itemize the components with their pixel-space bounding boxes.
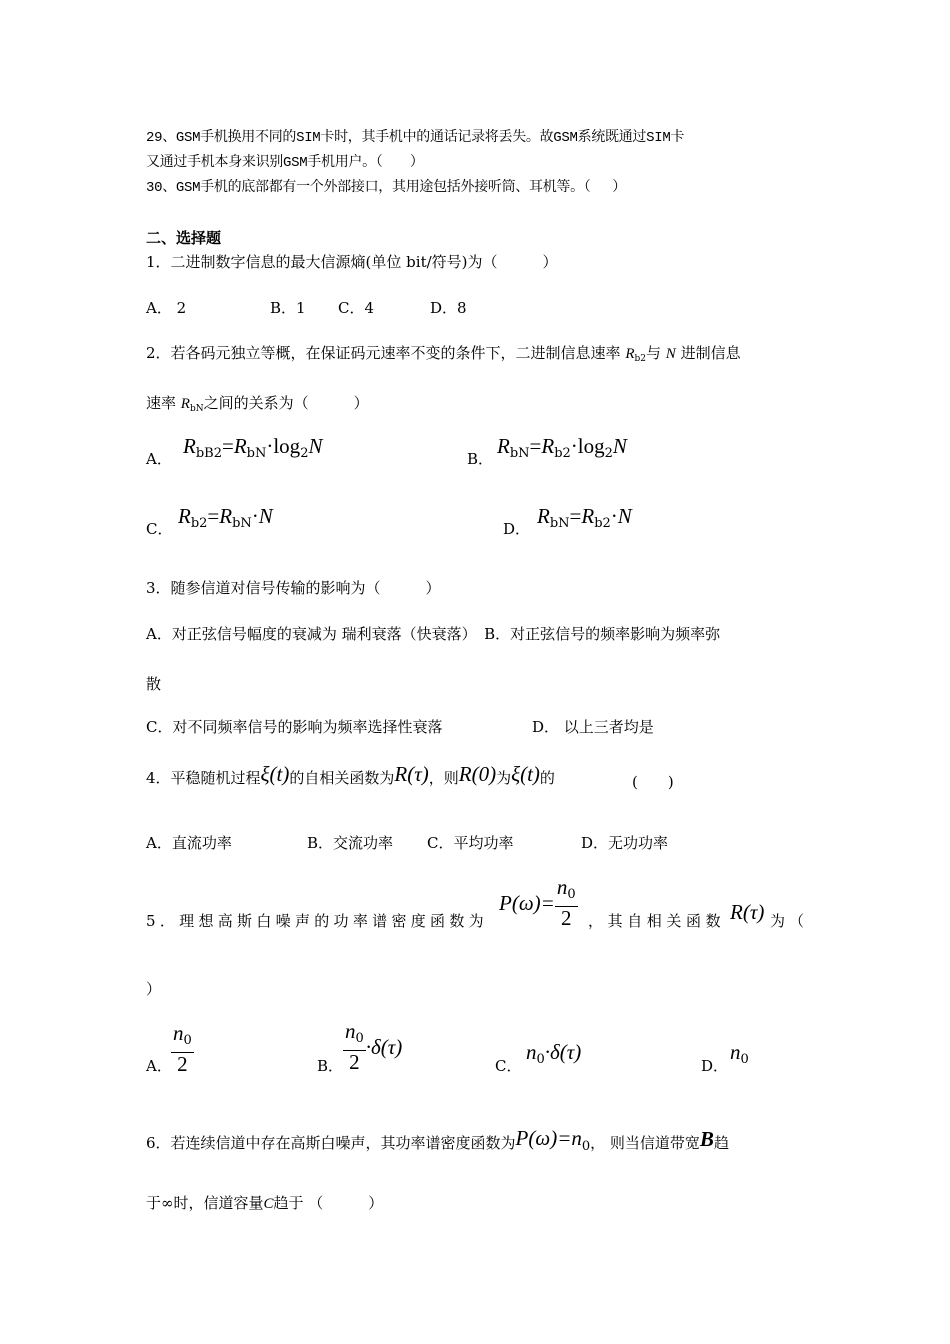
q1-option-b[interactable]: B．1 <box>270 299 306 317</box>
q2b-sub2: b2 <box>554 446 571 461</box>
q5d-n-sub: 0 <box>740 1052 749 1067</box>
q3-option-d[interactable]: D． 以上三者均是 <box>532 718 654 736</box>
q3-option-c[interactable]: C．对不同频率信号的影响为频率选择性衰落 <box>146 718 443 736</box>
q2c-sub2: bN <box>232 516 252 531</box>
q5c-n-sub: 0 <box>536 1052 545 1067</box>
q5-stem-a: 5．理想高斯白噪声的功率谱密度函数为 <box>146 912 488 930</box>
q2-n-symbol: N <box>665 346 676 362</box>
q2a-op: ·log <box>266 434 301 458</box>
q5-option-d-formula <box>730 1042 749 1070</box>
q2-rate-sub-b2: b2 <box>634 354 646 364</box>
q4-paren: ( ) <box>632 773 674 791</box>
q2b-sub1: bN <box>509 446 530 461</box>
q5c-delta: ·δ(τ) <box>544 1040 582 1064</box>
q4-xi-t: ξ(t) <box>260 762 290 786</box>
q2a-eq: = <box>221 434 234 458</box>
q2-option-b-formula <box>497 436 627 464</box>
q2b-var: N <box>612 434 627 458</box>
q5-option-c-formula <box>526 1042 581 1070</box>
q2c-r2: R <box>219 504 233 528</box>
q5a-frac <box>171 1022 194 1075</box>
q3-option-a-b[interactable]: A．对正弦信号幅度的衰减为 瑞利衰落（快衰落） B．对正弦信号的频率影响为频率弥 <box>146 625 721 643</box>
q2d-r2: R <box>581 504 595 528</box>
q2-stem-c: 进制信息 <box>675 344 741 362</box>
q5-option-a-label[interactable]: A． <box>146 1057 172 1075</box>
q2c-eq: = <box>207 504 220 528</box>
q6-b-symbol: B <box>699 1127 714 1151</box>
q4-r-tau: R(τ) <box>394 762 429 786</box>
q5a-n-sub: 0 <box>183 1033 192 1048</box>
q2a-r1: R <box>183 434 196 458</box>
q4-stem <box>146 764 555 788</box>
q4-xi-t-2: ξ(t) <box>511 762 540 786</box>
q5-n-sub: 0 <box>567 887 576 902</box>
q5-option-a-formula <box>171 1022 194 1075</box>
q5-stem-c: 为（ <box>770 912 809 930</box>
q2a-r2: R <box>233 434 247 458</box>
q29-line1: 29、GSM手机换用不同的SIM卡时，其手机中的通话记录将丢失。故GSM系统既通过SIM卡 <box>146 130 685 146</box>
q5a-n: n <box>173 1021 184 1045</box>
q29-line2: 又通过手机本身来识别GSM手机用户。（ ） <box>146 155 424 171</box>
q2d-eq: = <box>569 504 582 528</box>
q5d-n: n <box>730 1040 741 1064</box>
q30: 30、GSM手机的底部都有一个外部接口，其用途包括外接听筒、耳机等。（ ） <box>146 180 627 196</box>
q6-line2-b: 趋于 （ ） <box>273 1194 384 1212</box>
q2b-op: ·log <box>570 434 605 458</box>
q2b-r2: R <box>541 434 555 458</box>
q2d-r1: R <box>537 504 550 528</box>
q6-stem-line2 <box>146 1193 383 1214</box>
q5-option-c-label[interactable]: C． <box>495 1057 522 1075</box>
q4-mid2: ，则 <box>428 769 459 787</box>
q4-option-d[interactable]: D．无功功率 <box>581 834 669 852</box>
q3-stem: 3．随参信道对信号传输的影响为（ ） <box>146 579 441 597</box>
q6-stem-b: ， 则当信道带宽 <box>590 1134 700 1152</box>
q2d-var: N <box>617 504 632 528</box>
q2a-base: 2 <box>300 446 309 461</box>
q2-option-a-label[interactable]: A． <box>146 450 172 468</box>
q2b-r1: R <box>497 434 510 458</box>
q2c-sub1: b2 <box>190 516 208 531</box>
q5b-den: 2 <box>349 1050 360 1074</box>
q2-stem-a: 2．若各码元独立等概，在保证码元速率不变的条件下，二进制信息速率 <box>146 344 626 362</box>
q1-option-a[interactable]: A． 2 <box>146 299 187 317</box>
q2-stem-b: 与 <box>646 344 666 362</box>
q2d-sub2: b2 <box>594 516 611 531</box>
q1-stem: 1．二进制数字信息的最大信源熵(单位 bit/符号)为（ ） <box>146 253 558 271</box>
q2a-var: N <box>308 434 323 458</box>
q4-post: 的 <box>539 769 555 787</box>
q2-option-c-formula <box>178 506 273 534</box>
q2-option-d-label[interactable]: D． <box>503 520 531 538</box>
q5-p-omega <box>499 876 578 929</box>
q5-den: 2 <box>560 906 572 930</box>
q5a-den: 2 <box>177 1052 188 1076</box>
q1-option-d[interactable]: D．8 <box>430 299 467 317</box>
q4-mid3: 为 <box>496 769 512 787</box>
q4-pre: 4．平稳随机过程 <box>146 769 261 787</box>
q4-mid1: 的自相关函数为 <box>289 769 395 787</box>
q2-option-a-formula <box>183 436 322 464</box>
q6-stem-c: 趋 <box>713 1134 729 1152</box>
q5b-frac <box>343 1020 366 1073</box>
q5-option-b-label[interactable]: B． <box>317 1057 344 1075</box>
section-heading: 二、选择题 <box>146 229 222 247</box>
q2c-r1: R <box>178 504 191 528</box>
q6-c-symbol: C <box>263 1196 274 1212</box>
q2d-op: · <box>610 504 618 528</box>
q2-rate-symbol: R <box>625 346 635 362</box>
q2-rate-sub-bn: bN <box>189 404 204 414</box>
q5b-n: n <box>345 1019 356 1043</box>
q5-option-d-label[interactable]: D． <box>701 1057 729 1075</box>
q4-option-a[interactable]: A．直流功率 <box>146 834 232 852</box>
q5b-delta: ·δ(τ) <box>365 1034 403 1059</box>
q5b-n-sub: 0 <box>355 1031 364 1046</box>
q3-option-b-cont: 散 <box>146 675 162 693</box>
q6-stem-a: 6．若连续信道中存在高斯白噪声，其功率谱密度函数为 <box>146 1134 516 1152</box>
q2-option-c-label[interactable]: C． <box>146 520 173 538</box>
q2-option-b-label[interactable]: B． <box>467 450 494 468</box>
q6-line2-a: 于∞时，信道容量 <box>146 1194 264 1212</box>
q2-stem-line1 <box>146 343 741 369</box>
q6-formula-sub: 0 <box>581 1139 591 1154</box>
q2-stem2-b: 之间的关系为（ ） <box>203 394 369 412</box>
q5c-n: n <box>526 1040 537 1064</box>
q5-stem-b: ，其自相关函数 <box>588 912 726 930</box>
q2c-op: · <box>251 504 259 528</box>
q6-stem-line1 <box>146 1128 729 1157</box>
q2d-sub1: bN <box>549 516 570 531</box>
q2a-sub2: bN <box>246 446 267 461</box>
q4-r-0: R(0) <box>458 762 497 786</box>
q2b-eq: = <box>529 434 542 458</box>
q5-n: n <box>556 875 568 899</box>
q5-option-b-formula <box>343 1020 402 1073</box>
q6-formula: P(ω)=n <box>515 1126 582 1150</box>
q5-p-omega-text: P(ω)= <box>499 890 555 915</box>
q4-option-b[interactable]: B．交流功率 <box>307 834 394 852</box>
q4-option-c[interactable]: C．平均功率 <box>427 834 514 852</box>
q2-stem2-a: 速率 <box>146 394 181 412</box>
q1-option-c[interactable]: C．4 <box>338 299 375 317</box>
q5-r-tau: R(τ) <box>730 900 765 924</box>
q5-close: ） <box>146 980 162 998</box>
q2b-base: 2 <box>604 446 613 461</box>
q2a-sub1: bB2 <box>195 446 222 461</box>
q2-option-d-formula <box>537 506 632 534</box>
q2-stem-line2 <box>146 393 369 419</box>
q2-rate-symbol-2: R <box>180 396 190 412</box>
q5-frac <box>555 876 578 929</box>
q2c-var: N <box>258 504 273 528</box>
